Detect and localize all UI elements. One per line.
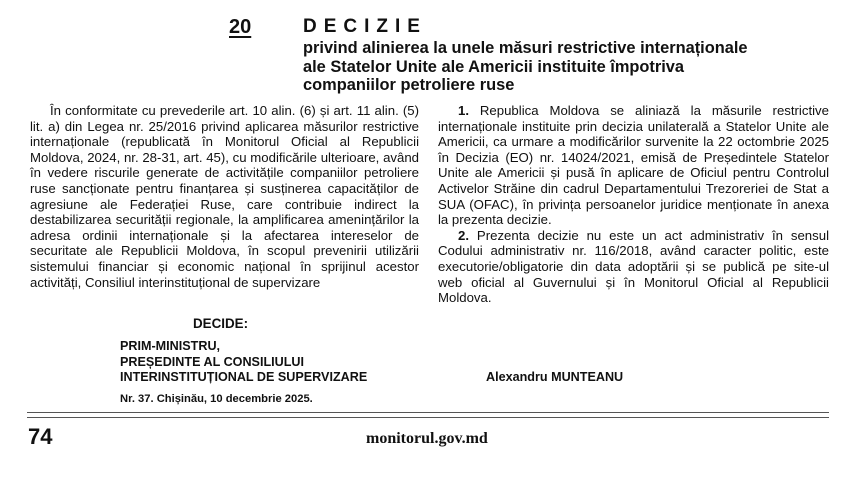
right-column <box>438 103 829 306</box>
subtitle-line: ale Statelor Unite ale Americii instituite împotriva <box>303 57 685 76</box>
document-type-title: DECIZIE <box>303 16 427 37</box>
article-2 <box>438 228 829 306</box>
document-subtitle <box>303 39 823 95</box>
footer-divider <box>27 412 829 413</box>
signatory-role-line: PRIM-MINISTRU, <box>120 339 221 353</box>
decide-heading: DECIDE: <box>193 316 249 331</box>
preamble-paragraph: În conformitate cu prevederile art. 10 alin. (6) și art. 11 alin. (5) lit. a) din Legea nr. 25/2016 privind aplicarea măsurilor restrictive internaționale (republicată în Monitorul Oficial al Republicii Moldova, 2024, nr. 28-31, art. 45), cu modificările ulterioare, având în vedere riscurile generate de activitățile companiilor petroliere ruse sancționate pentru finanțarea și susținerea capacităților de agresiune ale Federației Ruse, care contribuie indirect la destabilizarea securității regionale, la amplificarea amenințărilor la adresa ordinii internaționale și la afectarea intereselor de securitate ale Republicii Moldova, în scopul prevenirii utilizării sistemului financiar și economic național în sprijinul acestor activități, Consiliul interinstituțional de supervizare <box>30 103 419 290</box>
signatory-role <box>120 339 367 386</box>
left-column <box>30 103 419 290</box>
signatory-role-line: INTERINSTITUȚIONAL DE SUPERVIZARE <box>120 370 368 384</box>
signatory-last-name: MUNTEANU <box>551 370 624 384</box>
subtitle-line: companiilor petroliere ruse <box>303 76 515 94</box>
page-number: 74 <box>28 424 53 449</box>
signatory-role-line: PREȘEDINTE AL CONSILIULUI <box>120 354 305 369</box>
footer-divider <box>27 417 829 418</box>
article-2-text: Prezenta decizie nu este un act administrativ în sensul Codului administrativ nr. 116/2018, având caracter politic, este executorie/obligatorie din data adoptării și se publică pe site-ul web oficial al Guvernului și în Monitorul Oficial al Republicii Moldova. <box>438 227 830 306</box>
subtitle-line: privind alinierea la unele măsuri restrictive internaționale <box>303 39 748 57</box>
site-url: monitorul.gov.md <box>366 430 488 447</box>
signatory-name <box>486 370 623 384</box>
document-header <box>0 14 859 94</box>
article-1-text: Republica Moldova se aliniază la măsurile restrictive internaționale instituite prin decizia unilaterală a Statelor Unite ale Americii, ca urmare a modificărilor survenite la 22 octombrie 2025 în Decizia (EO) nr. 14024/2021, emisă de Președintele Statelor Unite ale Americii și pusă în aplicare de Oficiul pentru Controlul Activelor Străine din cadrul Departamentului Trezoreriei de Stat a SUA (OFAC), în privința persoanelor juridice menționate în anexa la prezenta decizie. <box>438 103 829 228</box>
article-1-number: 1. <box>458 103 469 118</box>
decision-number: 20 <box>229 16 252 38</box>
article-1 <box>438 103 829 228</box>
signatory-first-name: Alexandru <box>486 370 548 384</box>
article-2-number: 2. <box>458 227 469 243</box>
document-number-date: Nr. 37. Chișinău, 10 decembrie 2025. <box>120 393 313 405</box>
